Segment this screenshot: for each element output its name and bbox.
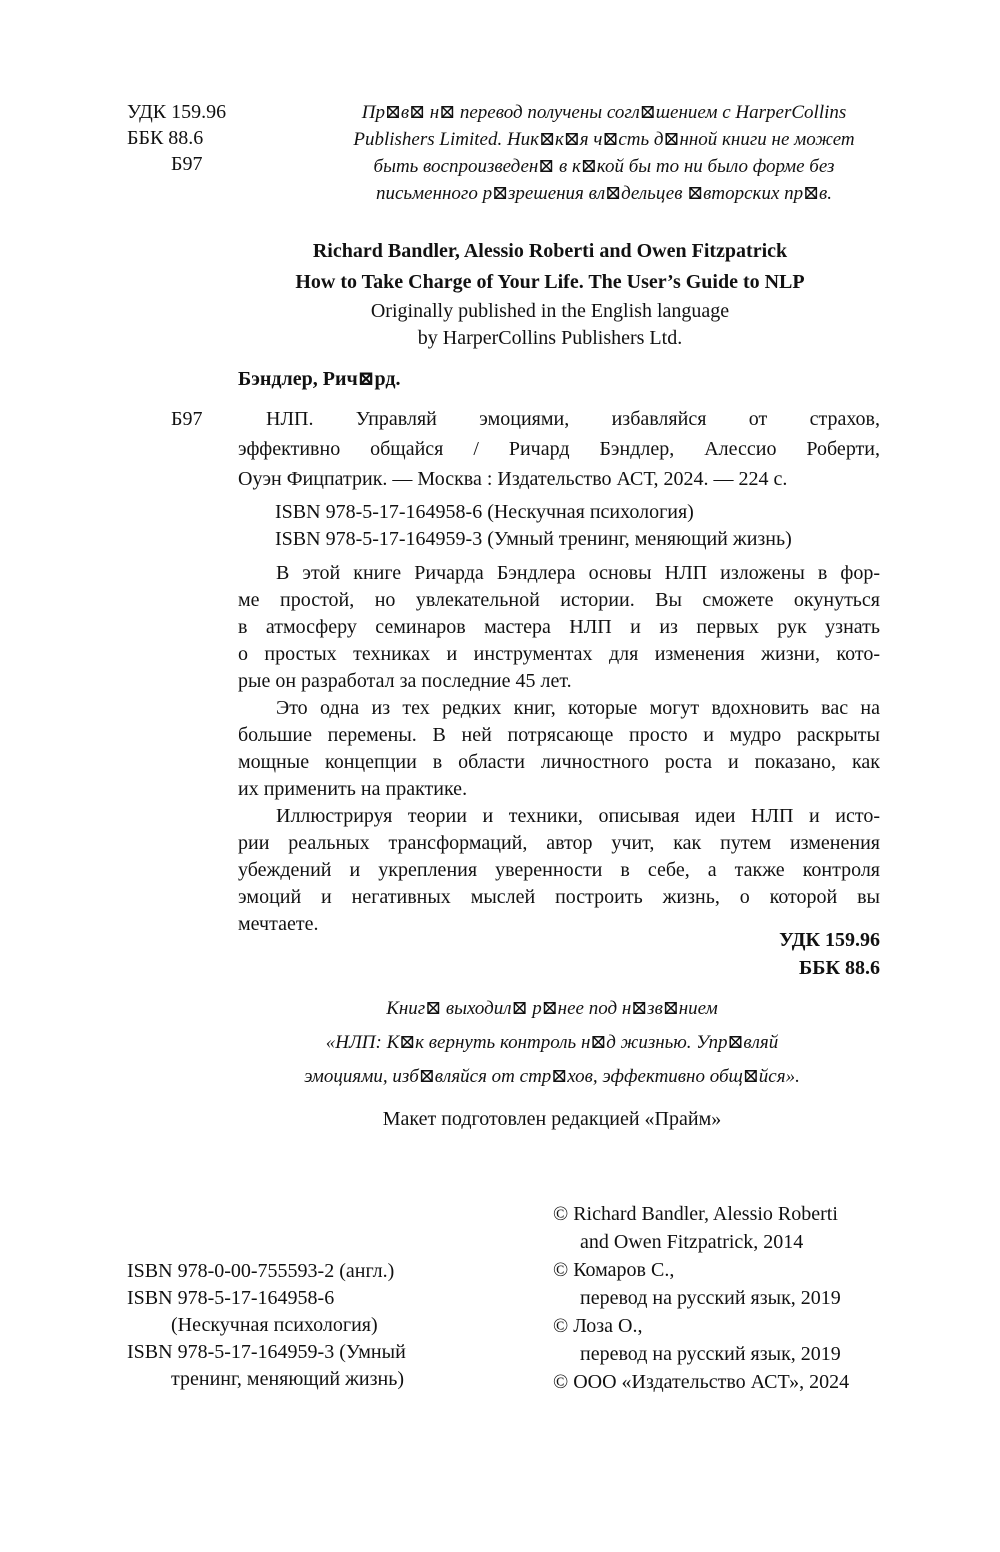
copyright-line-continuation: and Owen Fitzpatrick, 2014 (580, 1231, 804, 1253)
annotation-paragraph-1 (238, 560, 880, 695)
bib-line: НЛП. Управляй эмоциями, избавляйся от страхов, (266, 408, 880, 430)
isbn-line: ISBN 978-5-17-164958-6 (127, 1287, 335, 1309)
isbn-line: ISBN 978-5-17-164959-3 (Умный тренинг, меняющий жизнь) (275, 528, 792, 550)
annotation-paragraph-2 (238, 695, 880, 803)
copyright-line: © ООО «Издательство АСТ», 2024 (553, 1371, 850, 1393)
annotation-line: ме простой, но увлекательной истории. Вы сможете окунуться (238, 589, 880, 611)
annotation-line: их применить на практике. (238, 778, 468, 800)
bbk-code-bottom: ББК 88.6 (799, 957, 880, 979)
annotation-paragraph-3 (238, 803, 880, 938)
annotation-line: эмоций и негативных мыслей построить жизнь, о которой вы (238, 886, 880, 908)
original-publication-note: Originally published in the English language (370, 300, 730, 322)
original-title: How to Take Charge of Your Life. The User’s Guide to NLP (295, 271, 805, 293)
original-edition-block (220, 236, 880, 352)
previous-title-line: Книг⊠ выходил⊠ р⊠нее под н⊠зв⊠нием (386, 998, 718, 1019)
classification-codes-top (127, 99, 226, 177)
copyright-line: © Комаров С., (553, 1259, 675, 1281)
classification-codes-bottom (779, 926, 880, 982)
udk-code-bottom: УДК 159.96 (779, 929, 880, 951)
isbn-block-bottom (127, 1258, 406, 1393)
rights-notice-line: Publishers Limited. Ник⊠к⊠я ч⊠сть д⊠нной книги не может (353, 129, 855, 150)
bib-line: Оуэн Фицпатрик. — Москва : Издательство АСТ, 2024. — 224 с. (238, 468, 788, 490)
copyright-line-continuation: перевод на русский язык, 2019 (580, 1343, 841, 1365)
bbk-code-top: ББК 88.6 (127, 127, 204, 149)
isbn-line-continuation: (Нескучная психология) (171, 1314, 378, 1336)
previous-title-line: эмоциями, изб⊠вляйся от стр⊠хов, эффективно общ⊠йся». (304, 1066, 800, 1087)
copyright-line: © Лоза О., (553, 1315, 643, 1337)
copyright-block (553, 1200, 849, 1396)
isbn-block-top (275, 499, 792, 553)
previous-title-line: «НЛП: К⊠к вернуть контроль н⊠д жизнью. Упр⊠вляй (325, 1032, 779, 1053)
annotation (238, 560, 880, 938)
annotation-line: мощные концепции в области личностного роста и показано, как (238, 751, 880, 773)
original-publisher: by HarperCollins Publishers Ltd. (417, 327, 683, 349)
author-sign-code-top: Б97 (171, 153, 203, 175)
copyright-line-continuation: перевод на русский язык, 2019 (580, 1287, 841, 1309)
udk-code-top: УДК 159.96 (127, 101, 227, 123)
layout-note: Макет подготовлен редакцией «Прайм» (382, 1108, 722, 1130)
annotation-line: о простых техниках и инструментах для изменения жизни, кото- (238, 643, 880, 665)
rights-notice-line: письменного р⊠зрешения вл⊠дельцев ⊠вторских пр⊠в. (375, 183, 833, 204)
rights-notice-line: быть воспроизведен⊠ в к⊠кой бы то ни было форме без (373, 156, 835, 177)
previous-title-note (202, 992, 902, 1094)
copyright-line: © Richard Bandler, Alessio Roberti (553, 1203, 838, 1225)
annotation-line: рии реальных трансформаций, автор учит, как путем изменения (238, 832, 880, 854)
annotation-line: убеждений и укрепления уверенности в себе, а также контроля (238, 859, 880, 881)
annotation-line: В этой книге Ричарда Бэндлера основы НЛП изложены в фор- (276, 562, 880, 584)
rights-notice-line: Пр⊠в⊠ н⊠ перевод получены согл⊠шением с HarperCollins (361, 102, 847, 123)
isbn-line: ISBN 978-5-17-164959-3 (Умный (127, 1341, 406, 1363)
bib-line: эффективно общайся / Ричард Бэндлер, Алессио Роберти, (238, 438, 880, 460)
author-heading: Бэндлер, Рич⊠рд. (238, 368, 401, 390)
isbn-line-continuation: тренинг, меняющий жизнь) (171, 1368, 405, 1390)
bibliographic-description (238, 404, 880, 494)
bibliographic-entry (127, 404, 880, 494)
rights-notice (304, 99, 904, 207)
annotation-line: рые он разработал за последние 45 лет. (238, 670, 572, 692)
annotation-line: Это одна из тех редких книг, которые могут вдохновить вас на (276, 697, 880, 719)
annotation-line: Иллюстрируя теории и техники, описывая идеи НЛП и исто- (276, 805, 880, 827)
annotation-line: в атмосферу семинаров мастера НЛП и из первых рук узнать (238, 616, 880, 638)
annotation-line: большие перемены. В ней потрясающе просто и мудро раскрыты (238, 724, 880, 746)
isbn-line: ISBN 978-0-00-755593-2 (англ.) (127, 1260, 395, 1282)
isbn-line: ISBN 978-5-17-164958-6 (Нескучная психология) (275, 501, 694, 523)
annotation-line: мечтаете. (238, 913, 319, 935)
author-sign-code-entry: Б97 (171, 408, 203, 430)
original-authors: Richard Bandler, Alessio Roberti and Owen Fitzpatrick (312, 240, 788, 262)
